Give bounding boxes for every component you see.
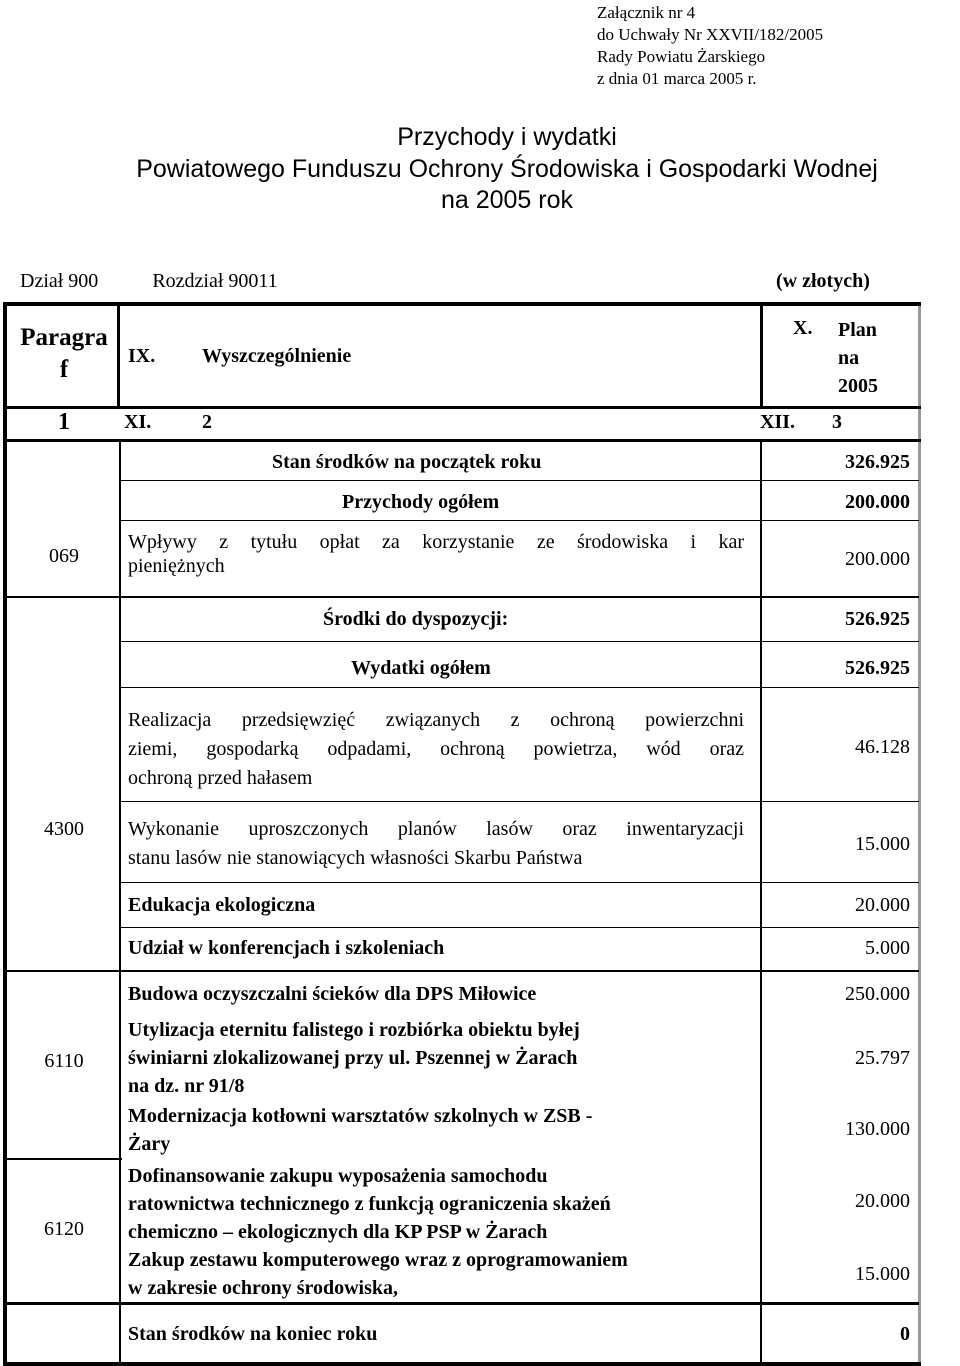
row-utylizacja-label-line-3: na dz. nr 91/8	[128, 1075, 245, 1097]
header-plan-line-1: Plan	[838, 319, 877, 341]
row-sep-paragraf-6120	[7, 1158, 122, 1160]
table-bottom-line	[3, 1362, 921, 1366]
table-left-line	[3, 302, 7, 1366]
row-zakup-value: 15.000	[855, 1263, 910, 1285]
header-plan-line-2: na	[838, 347, 860, 369]
header-plan-line-3: 2005	[838, 375, 878, 397]
paragraf-6110: 6110	[44, 1050, 84, 1072]
row-wykonanie-label-line-1: Wykonanie uproszczonych planów lasów oraz inwentaryzacji	[128, 818, 744, 840]
row-stan-koniec-label: Stan środków na koniec roku	[128, 1323, 378, 1345]
row-wykonanie-value: 15.000	[855, 833, 910, 855]
row-przychody-label: Przychody ogółem	[342, 491, 500, 513]
row-realizacja-label-line-1: Realizacja przedsięwzięć związanych z ochroną powierzchni	[128, 709, 744, 731]
colnum-row-divider	[3, 439, 921, 442]
row-modernizacja-label-line-2: Żary	[128, 1133, 171, 1155]
row-stan-poczatek-label: Stan środków na początek roku	[272, 451, 542, 473]
row-modernizacja-value: 130.000	[845, 1118, 910, 1140]
row-sep-5	[119, 687, 919, 688]
row-udzial-value: 5.000	[865, 937, 910, 959]
row-zakup-label	[128, 1246, 628, 1302]
row-utylizacja-value: 25.797	[855, 1047, 910, 1069]
header-paragraf	[10, 322, 118, 386]
paragraf-4300: 4300	[44, 818, 84, 840]
row-wydatki-label: Wydatki ogółem	[351, 657, 491, 679]
row-udzial-label: Udział w konferencjach i szkoleniach	[128, 937, 445, 959]
row-edukacja-label: Edukacja ekologiczna	[128, 894, 316, 916]
row-zakup-label-line-1: Zakup zestawu komputerowego wraz z oprogramowaniem	[128, 1249, 628, 1271]
attachment-header	[597, 2, 823, 90]
row-dofinansowanie-label	[128, 1162, 611, 1246]
row-modernizacja-label-line-1: Modernizacja kotłowni warsztatów szkolnych w ZSB -	[128, 1105, 593, 1127]
row-sep-9	[7, 970, 919, 972]
paragraf-069: 069	[49, 545, 79, 567]
row-sep-6	[119, 801, 919, 802]
col-sep-paragraf	[119, 440, 121, 1364]
row-utylizacja-label-line-1: Utylizacja eternitu falistego i rozbiórka obiektu byłej	[128, 1019, 580, 1041]
row-sep-4	[119, 641, 919, 642]
title-line-1: Przychody i wydatki	[397, 123, 617, 151]
row-sep-1	[119, 480, 919, 481]
row-wplywy-value: 200.000	[845, 548, 910, 570]
row-wykonanie-label-line-2: stanu lasów nie stanowiących własności Skarbu Państwa	[128, 847, 583, 869]
currency-units: (w złotych)	[776, 270, 870, 292]
row-zakup-label-line-2: w zakresie ochrony środowiska,	[128, 1277, 399, 1299]
table-top-line	[3, 302, 921, 306]
colnum-roman-xii: XII.	[760, 411, 796, 433]
section-classification	[20, 270, 278, 293]
header-col-sep-2	[760, 302, 763, 408]
colnum-3: 3	[832, 411, 842, 433]
row-przychody-value: 200.000	[845, 491, 910, 513]
header-paragraf-line-1: Paragra	[20, 324, 108, 351]
resolution-number: do Uchwały Nr XXVII/182/2005	[597, 25, 824, 44]
header-roman-x: X.	[793, 317, 813, 339]
row-wplywy-label	[128, 530, 744, 578]
header-paragraf-line-2: f	[59, 356, 69, 383]
row-wydatki-value: 526.925	[845, 657, 910, 679]
rozdzial-label: Rozdział 90011	[152, 270, 278, 292]
colnum-2: 2	[202, 411, 212, 433]
row-wplywy-label-line-2: pieniężnych	[128, 555, 225, 577]
colnum-1: 1	[58, 409, 70, 435]
row-sep-8	[119, 927, 919, 928]
row-sep-7	[119, 882, 919, 883]
row-srodki-value: 526.925	[845, 608, 910, 630]
row-budowa-value: 250.000	[845, 983, 910, 1005]
row-dofinansowanie-label-line-1: Dofinansowanie zakupu wyposażenia samochodu	[128, 1165, 548, 1187]
header-roman-ix: IX.	[128, 345, 156, 367]
attachment-number: Załącznik nr 4	[597, 3, 696, 22]
row-sep-3	[7, 596, 919, 598]
col-sep-plan	[760, 440, 762, 1364]
row-utylizacja-label	[128, 1016, 580, 1100]
row-modernizacja-label	[128, 1102, 592, 1158]
row-realizacja-label	[128, 706, 744, 793]
header-row-divider	[3, 406, 921, 409]
row-sep-2	[119, 520, 919, 521]
row-wykonanie-label	[128, 815, 744, 873]
row-sep-11	[7, 1302, 919, 1305]
council-name: Rady Powiatu Żarskiego	[597, 47, 766, 66]
row-dofinansowanie-label-line-2: ratownictwa technicznego z funkcją ograniczenia skażeń	[128, 1193, 611, 1215]
row-dofinansowanie-label-line-3: chemiczno – ekologicznych dla KP PSP w Żarach	[128, 1221, 548, 1243]
row-dofinansowanie-value: 20.000	[855, 1190, 910, 1212]
table-right-border	[918, 302, 921, 1364]
row-realizacja-label-line-2: ziemi, gospodarką odpadami, ochroną powietrza, wód oraz	[128, 738, 744, 760]
row-wplywy-label-line-1: Wpływy z tytułu opłat za korzystanie ze środowiska i kar	[128, 531, 744, 553]
row-budowa-label: Budowa oczyszczalni ścieków dla DPS Miłowice	[128, 983, 537, 1005]
dzial-label: Dział 900	[20, 270, 99, 292]
paragraf-6120: 6120	[44, 1218, 84, 1240]
document-title	[0, 122, 960, 217]
resolution-date: z dnia 01 marca 2005 r.	[597, 69, 757, 88]
row-srodki-label: Środki do dyspozycji:	[323, 608, 509, 630]
row-realizacja-value: 46.128	[855, 736, 910, 758]
row-utylizacja-label-line-2: świniarni zlokalizowanej przy ul. Pszennej w Żarach	[128, 1047, 578, 1069]
row-edukacja-value: 20.000	[855, 894, 910, 916]
row-realizacja-label-line-3: ochroną przed hałasem	[128, 767, 313, 789]
row-stan-koniec-value: 0	[900, 1323, 910, 1345]
title-line-3: na 2005 rok	[440, 186, 574, 214]
title-line-2: Powiatowego Funduszu Ochrony Środowiska i Gospodarki Wodnej	[136, 154, 878, 183]
header-wyszczegolnienie: Wyszczególnienie	[202, 345, 352, 367]
colnum-roman-xi: XI.	[124, 411, 152, 433]
row-stan-poczatek-value: 326.925	[845, 451, 910, 473]
